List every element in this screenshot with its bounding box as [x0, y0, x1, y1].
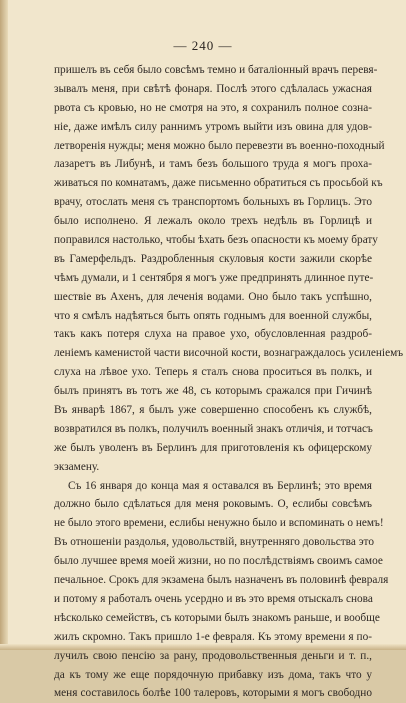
text-line: леніемъ каменистой части височной кости, вознаграждалось усиленіемъ: [54, 347, 404, 360]
text-line: возвратился въ полкъ, получилъ военный знакъ отличія, и тотчасъ: [54, 422, 373, 435]
text-line: Въ январѣ 1867, я былъ уже совершенно способенъ къ службѣ,: [54, 404, 372, 417]
text-line: должно было сдѣлаться для меня роковымъ. О, еслибы совсѣмъ: [54, 498, 372, 511]
page-bottom-edge: [0, 644, 406, 650]
text-line: лучилъ свою пенсію за рану, продовольственныя деньги и т. п.,: [54, 649, 372, 662]
text-line: былъ принятъ въ тотъ же 48, съ которымъ сражался при Гичинѣ: [54, 385, 372, 398]
text-line: Въ отношеніи раздолья, удовольствій, внутренняго довольства это: [54, 536, 374, 549]
text-line: и потому я работалъ очень усердно и въ это время отыскалъ снова: [54, 592, 373, 605]
text-line: поправился настолько, чтобы ѣхать безъ опасности къ моему брату: [54, 234, 378, 247]
text-line: было лучшее время моей жизни, но по послѣдствіямъ своимъ самое: [54, 555, 383, 568]
text-line: такъ какъ потеря слуха на правое ухо, обусловленная раздроб-: [54, 328, 372, 341]
text-line: лазаретъ въ Либунѣ, и тамъ безъ большого труда я могъ прохa-: [54, 158, 372, 171]
text-line: слуха на лѣвое ухо. Теперь я сталъ снова проситься въ полкъ, и: [54, 366, 372, 379]
text-line: ніе, даже имѣлъ силу раннимъ утромъ выйти изъ овина для удов-: [54, 120, 372, 133]
text-line: да къ тому же еще порядочную прибавку изъ дома, такъ что у: [54, 668, 372, 681]
text-line: врачу, отослать меня съ транспортомъ больныхъ въ Горлицъ. Это: [54, 196, 372, 209]
page-edge-shadow: [0, 0, 8, 650]
text-line: чѣмъ думали, и 1 сентября я могъ уже предпринять длинное путе-: [54, 271, 374, 284]
body-text: [54, 61, 404, 703]
text-line: жилъ скромно. Такъ пришло 1-е февраля. Къ этому времени я по-: [54, 630, 372, 643]
text-line: зывалъ меня, при свѣтѣ фонаря. Послѣ этого сдѣлалась ужасная: [54, 82, 372, 95]
text-line: рвота съ кровью, но не смотря на это, я сохранилъ полное созна-: [54, 101, 372, 114]
text-line: было исполнено. Я лежалъ около трехъ недѣль въ Горлицѣ и: [54, 215, 372, 228]
text-line: въ Гамерфельдъ. Раздробленныя скуловыя кости зажили скорѣе: [54, 252, 372, 265]
text-line: что я смѣлъ надѣяться быть опять годнымъ для военной службы,: [54, 309, 372, 322]
page-number: — 240 —: [173, 38, 233, 53]
text-line: меня составилось болѣе 100 талеровъ, которыми я могъ свободно: [54, 687, 372, 700]
text-line: не было этого времени, еслибы ненужно было и вспоминать о немъ!: [54, 517, 384, 530]
text-line: живаться по комнатамъ, даже письменно обратиться съ просьбой къ: [54, 177, 383, 190]
text-line: пришелъ въ себя было совсѣмъ темно и баталіонный врачъ перевя-: [54, 64, 378, 76]
text-line: же былъ уволенъ въ Берлинъ для приготовленія къ офицерскому: [54, 441, 372, 454]
text-line: нѣсколько семействъ, съ которыми былъ знакомъ раньше, и вообще: [54, 611, 380, 624]
text-line: летворенія нужды; меня можно было перевезти въ военно-походный: [54, 139, 385, 152]
text-line: шествіе въ Ахенъ, для леченія водами. Оно было такъ успѣшно,: [54, 290, 372, 303]
text-line: печальное. Срокъ для экзамена былъ назначенъ въ половинѣ февраля: [54, 574, 389, 587]
paragraph-end-line: экзамену.: [54, 460, 100, 473]
paragraph-start-line: Съ 16 января до конца мая я оставался въ Берлинѣ; это время: [68, 479, 372, 492]
